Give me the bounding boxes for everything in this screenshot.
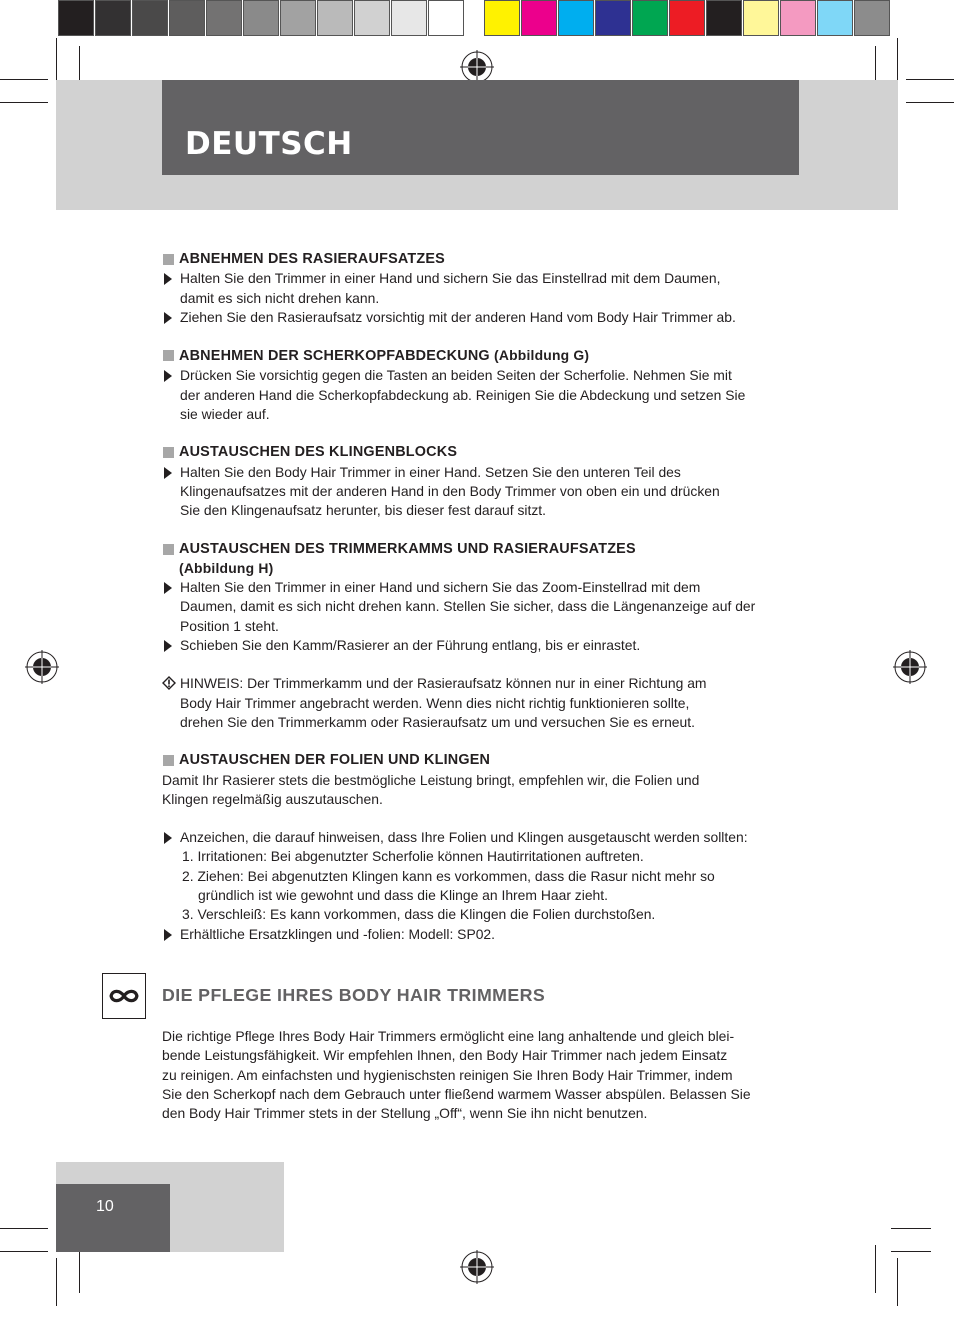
infinity-icon	[102, 973, 146, 1019]
color-swatch	[206, 0, 242, 36]
arrow-bullet-icon	[164, 640, 172, 652]
list-item: Schieben Sie den Kamm/Rasierer an der Führung entlang, bis er einrastet.	[162, 636, 807, 655]
color-swatch	[669, 0, 705, 36]
color-swatch	[595, 0, 631, 36]
list-item: Halten Sie den Trimmer in einer Hand und sichern Sie das Einstellrad mit dem Daumen, damit es sich nicht drehen kann.	[162, 269, 807, 308]
color-swatch	[132, 0, 168, 36]
section-heading: ABNEHMEN DER SCHERKOPFABDECKUNG (Abbildung G)	[162, 346, 807, 366]
color-swatch	[743, 0, 779, 36]
note: HINWEIS: Der Trimmerkamm und der Rasieraufsatz können nur in einer Richtung am Body Hair Trimmer angebracht werden. Wenn dies nicht richtig funktionieren sollte, drehen Sie den Trimmerkamm oder Rasieraufsatz um und versuchen Sie es erneut.	[162, 674, 807, 732]
color-swatch	[428, 0, 464, 36]
color-swatch	[58, 0, 94, 36]
arrow-bullet-icon	[164, 929, 172, 941]
square-bullet-icon	[163, 544, 174, 555]
section-heading: AUSTAUSCHEN DES TRIMMERKAMMS UND RASIERAUFSATZES (Abbildung H)	[162, 540, 807, 579]
warning-icon	[162, 676, 176, 690]
color-swatch	[354, 0, 390, 36]
instructions-content	[162, 250, 807, 944]
registration-mark-icon	[460, 1250, 494, 1284]
color-swatch	[280, 0, 316, 36]
registration-mark-icon	[25, 650, 59, 684]
section-intro: Damit Ihr Rasierer stets die bestmögliche Leistung bringt, empfehlen wir, die Folien und Klingen regelmäßig auszutauschen.	[162, 771, 700, 807]
registration-mark-icon	[460, 50, 494, 84]
list-item: Drücken Sie vorsichtig gegen die Tasten an beiden Seiten der Scherfolie. Nehmen Sie mit der anderen Hand die Scherkopfabdeckung ab. Reinigen Sie die Abdeckung und setzen Sie sie wieder auf.	[162, 366, 807, 424]
numbered-item: 2. Ziehen: Bei abgenutzten Klingen kann es vorkommen, dass die Rasur nicht mehr so gründlich ist wie gewohnt und dass die Klinge an Ihrem Haar zieht.	[182, 867, 715, 904]
care-paragraph: Die richtige Pflege Ihres Body Hair Trimmers ermöglicht eine lang anhaltende und gleich blei- bende Leistungsfähigkeit. Wir empfehlen Ihnen, den Body Hair Trimmer nach jedem Einsatz zu reinigen. Am einfachsten und hygienischsten reinigen Sie Ihren Body Hair Trimmer, indem Sie den Scherkopf nach dem Gebrauch unter fließend warmem Wasser abspülen. Belassen Sie den Body Hair Trimmer stets in der Stellung „Off“, wenn Sie ihn nicht benutzen.	[162, 1028, 751, 1122]
square-bullet-icon	[163, 350, 174, 361]
arrow-bullet-icon	[164, 467, 172, 479]
arrow-bullet-icon	[164, 370, 172, 382]
page-number: 10	[96, 1198, 114, 1215]
arrow-bullet-icon	[164, 312, 172, 324]
square-bullet-icon	[163, 447, 174, 458]
arrow-bullet-icon	[164, 273, 172, 285]
color-swatch	[243, 0, 279, 36]
color-swatch	[854, 0, 890, 36]
grayscale-color-bar	[58, 0, 465, 38]
page-title: DEUTSCH	[185, 126, 353, 162]
page-number-box	[56, 1184, 170, 1252]
list-item: Ziehen Sie den Rasieraufsatz vorsichtig mit der anderen Hand vom Body Hair Trimmer ab.	[162, 308, 807, 327]
color-swatch	[391, 0, 427, 36]
color-swatch	[95, 0, 131, 36]
color-swatch	[706, 0, 742, 36]
process-color-bar	[484, 0, 891, 38]
section-title: DIE PFLEGE IHRES BODY HAIR TRIMMERS	[162, 985, 546, 1005]
square-bullet-icon	[163, 254, 174, 265]
registration-mark-icon	[893, 650, 927, 684]
section-heading: AUSTAUSCHEN DES KLINGENBLOCKS	[162, 443, 807, 462]
color-swatch	[169, 0, 205, 36]
numbered-item: 1. Irritationen: Bei abgenutzter Scherfolie können Hautirritationen auftreten.	[182, 848, 644, 865]
list-item: Erhältliche Ersatzklingen und -folien: Modell: SP02.	[162, 925, 807, 944]
color-swatch	[558, 0, 594, 36]
numbered-item: 3. Verschleiß: Es kann vorkommen, dass die Klingen die Folien durchstoßen.	[182, 906, 656, 923]
arrow-bullet-icon	[164, 832, 172, 844]
list-item: Halten Sie den Body Hair Trimmer in einer Hand. Setzen Sie den unteren Teil des Klingenaufsatzes mit der anderen Hand in den Body Trimmer von oben ein und drücken Sie den Klingenaufsatz herunter, bis dieser fest darauf sitzt.	[162, 463, 807, 521]
color-swatch	[521, 0, 557, 36]
color-swatch	[317, 0, 353, 36]
square-bullet-icon	[163, 755, 174, 766]
color-swatch	[632, 0, 668, 36]
section-heading: AUSTAUSCHEN DER FOLIEN UND KLINGEN	[162, 751, 807, 770]
list-item: Anzeichen, die darauf hinweisen, dass Ihre Folien und Klingen ausgetauscht werden sollten:	[162, 828, 807, 847]
color-swatch	[780, 0, 816, 36]
section-heading: ABNEHMEN DES RASIERAUFSATZES	[162, 250, 807, 269]
arrow-bullet-icon	[164, 582, 172, 594]
color-swatch	[817, 0, 853, 36]
color-swatch	[484, 0, 520, 36]
list-item: Halten Sie den Trimmer in einer Hand und sichern Sie das Zoom-Einstellrad mit dem Daumen, damit es sich nicht drehen kann. Stellen Sie sicher, dass die Längenanzeige auf der Position 1 steht.	[162, 578, 807, 636]
